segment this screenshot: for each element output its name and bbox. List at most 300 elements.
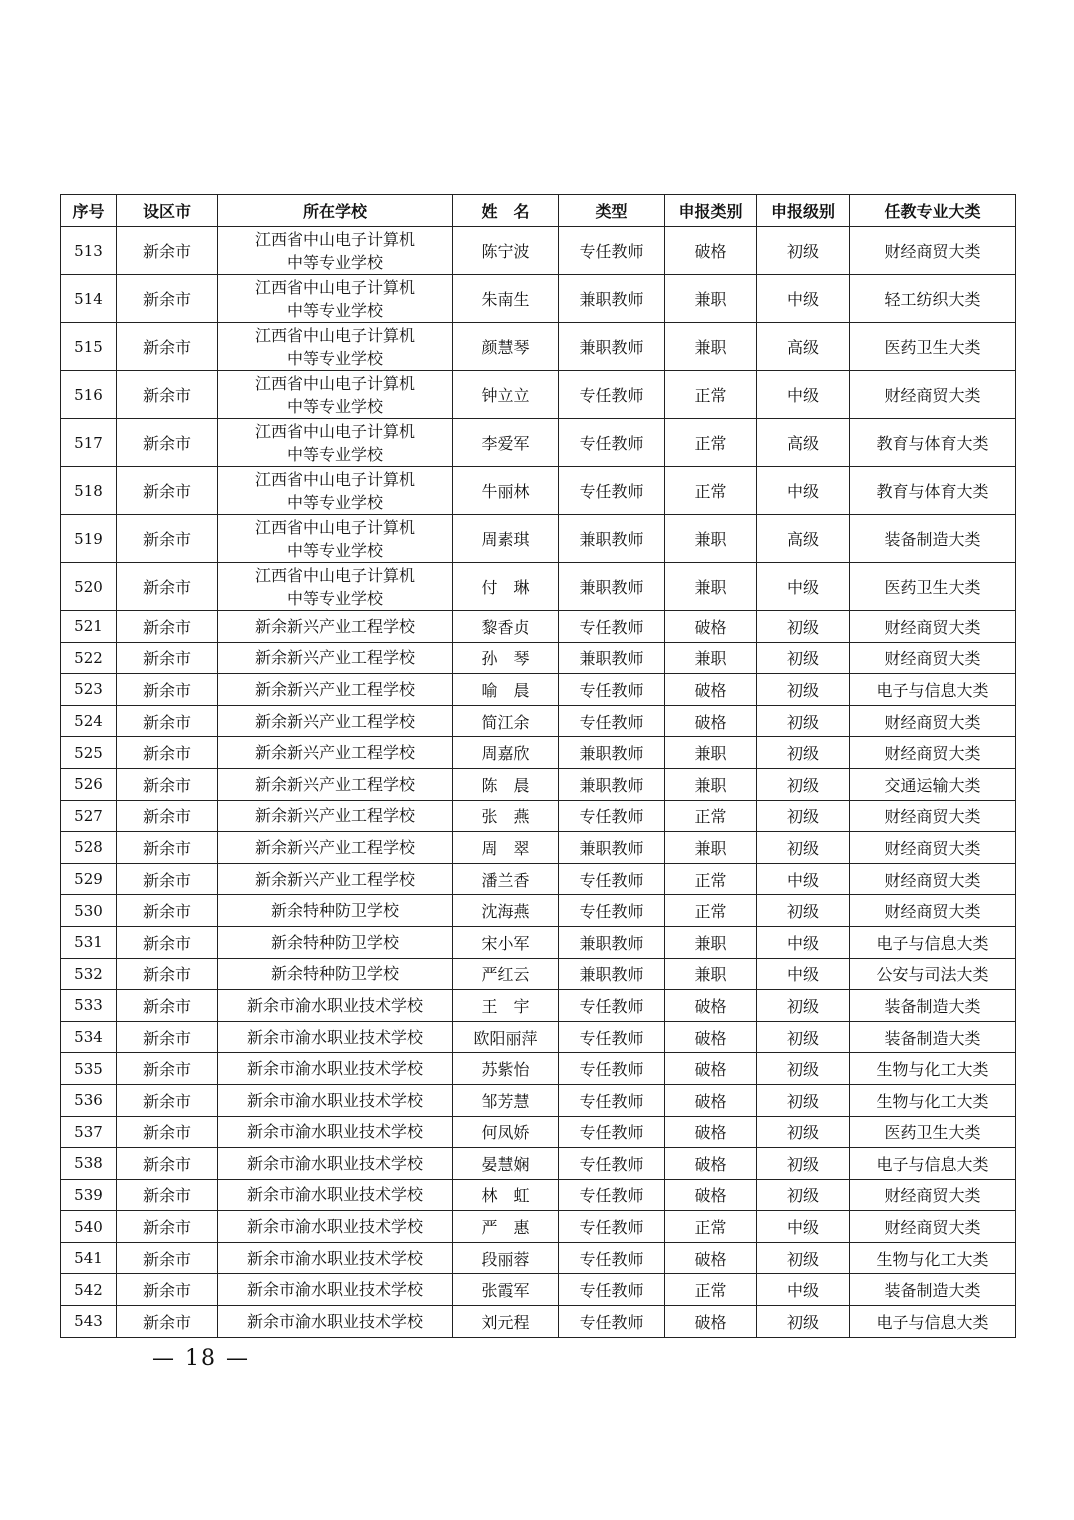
- cell-level: 高级: [757, 323, 850, 371]
- school-line: 新余新兴产业工程学校: [254, 837, 415, 857]
- cell-type: 专任教师: [559, 227, 665, 275]
- cell-no: 518: [61, 467, 117, 515]
- cell-no: 535: [61, 1053, 117, 1085]
- cell-no: 515: [61, 323, 117, 371]
- cell-school: [218, 863, 453, 895]
- cell-no: 542: [61, 1274, 117, 1306]
- cell-school: [218, 737, 453, 769]
- cell-level: 初级: [757, 674, 850, 706]
- table-row: [61, 563, 1016, 611]
- cell-type: 专任教师: [559, 1306, 665, 1338]
- cell-name: 刘元程: [453, 1306, 559, 1338]
- table-row: [61, 467, 1016, 515]
- cell-major: 轻工纺织大类: [850, 275, 1016, 323]
- cell-category: 兼职: [665, 958, 757, 990]
- cell-name: 牛丽林: [453, 467, 559, 515]
- school-line: 新余市渝水职业技术学校: [246, 1059, 423, 1079]
- cell-type: 兼职教师: [559, 768, 665, 800]
- cell-city: 新余市: [117, 323, 218, 371]
- cell-city: 新余市: [117, 1053, 218, 1085]
- cell-no: 517: [61, 419, 117, 467]
- cell-category: 正常: [665, 467, 757, 515]
- cell-name: 周 翠: [453, 832, 559, 864]
- cell-category: 正常: [665, 895, 757, 927]
- cell-no: 513: [61, 227, 117, 275]
- cell-major: 财经商贸大类: [850, 895, 1016, 927]
- cell-name: 张 燕: [453, 800, 559, 832]
- school-line: 江西省中山电子计算机: [254, 565, 415, 585]
- cell-name: 苏紫怡: [453, 1053, 559, 1085]
- cell-city: 新余市: [117, 1179, 218, 1211]
- cell-name: 黎香贞: [453, 611, 559, 643]
- table-row: [61, 1053, 1016, 1085]
- cell-type: 兼职教师: [559, 958, 665, 990]
- cell-school: [218, 1084, 453, 1116]
- cell-city: 新余市: [117, 515, 218, 563]
- cell-city: 新余市: [117, 990, 218, 1022]
- cell-no: 523: [61, 674, 117, 706]
- cell-name: 严 惠: [453, 1211, 559, 1243]
- cell-name: 简江余: [453, 705, 559, 737]
- cell-city: 新余市: [117, 611, 218, 643]
- cell-name: 付 琳: [453, 563, 559, 611]
- table-row: [61, 895, 1016, 927]
- cell-name: 喻 晨: [453, 674, 559, 706]
- cell-level: 初级: [757, 642, 850, 674]
- cell-school: [218, 515, 453, 563]
- cell-no: 521: [61, 611, 117, 643]
- cell-major: 装备制造大类: [850, 1021, 1016, 1053]
- cell-city: 新余市: [117, 1306, 218, 1338]
- cell-level: 高级: [757, 419, 850, 467]
- cell-no: 530: [61, 895, 117, 927]
- cell-school: [218, 611, 453, 643]
- cell-no: 514: [61, 275, 117, 323]
- school-line: 新余新兴产业工程学校: [254, 711, 415, 731]
- cell-school: [218, 832, 453, 864]
- table-row: [61, 611, 1016, 643]
- cell-city: 新余市: [117, 275, 218, 323]
- cell-city: 新余市: [117, 926, 218, 958]
- school-line: 新余新兴产业工程学校: [254, 679, 415, 699]
- cell-school: [218, 705, 453, 737]
- table-row: [61, 275, 1016, 323]
- cell-name: 潘兰香: [453, 863, 559, 895]
- cell-category: 破格: [665, 1084, 757, 1116]
- cell-type: 兼职教师: [559, 642, 665, 674]
- school-line: 中等专业学校: [286, 540, 383, 560]
- cell-type: 专任教师: [559, 705, 665, 737]
- cell-type: 专任教师: [559, 467, 665, 515]
- header-city: 设区市: [117, 195, 218, 227]
- cell-city: 新余市: [117, 642, 218, 674]
- school-line: 中等专业学校: [286, 444, 383, 464]
- cell-school: [218, 227, 453, 275]
- cell-name: 王 宇: [453, 990, 559, 1022]
- table-row: [61, 1211, 1016, 1243]
- table-row: [61, 926, 1016, 958]
- table-row: [61, 800, 1016, 832]
- cell-major: 医药卫生大类: [850, 563, 1016, 611]
- cell-category: 兼职: [665, 737, 757, 769]
- cell-category: 正常: [665, 1274, 757, 1306]
- cell-city: 新余市: [117, 705, 218, 737]
- school-line: 江西省中山电子计算机: [254, 325, 415, 345]
- cell-category: 兼职: [665, 926, 757, 958]
- cell-name: 宋小军: [453, 926, 559, 958]
- cell-type: 专任教师: [559, 990, 665, 1022]
- school-line: 新余市渝水职业技术学校: [246, 1248, 423, 1268]
- cell-category: 兼职: [665, 832, 757, 864]
- cell-type: 兼职教师: [559, 515, 665, 563]
- cell-major: 生物与化工大类: [850, 1242, 1016, 1274]
- table-row: [61, 1179, 1016, 1211]
- cell-no: 522: [61, 642, 117, 674]
- cell-category: 破格: [665, 1306, 757, 1338]
- cell-no: 540: [61, 1211, 117, 1243]
- cell-name: 陈宁波: [453, 227, 559, 275]
- cell-category: 破格: [665, 705, 757, 737]
- cell-no: 533: [61, 990, 117, 1022]
- cell-major: 教育与体育大类: [850, 419, 1016, 467]
- cell-no: 531: [61, 926, 117, 958]
- cell-category: 破格: [665, 1179, 757, 1211]
- table-row: [61, 768, 1016, 800]
- cell-no: 526: [61, 768, 117, 800]
- school-line: 江西省中山电子计算机: [254, 469, 415, 489]
- cell-major: 生物与化工大类: [850, 1053, 1016, 1085]
- cell-level: 初级: [757, 1148, 850, 1180]
- school-line: 新余新兴产业工程学校: [254, 806, 415, 826]
- school-line: 新余新兴产业工程学校: [254, 743, 415, 763]
- cell-level: 初级: [757, 1021, 850, 1053]
- cell-school: [218, 371, 453, 419]
- cell-category: 破格: [665, 227, 757, 275]
- teacher-table: [60, 194, 1016, 1338]
- cell-level: 初级: [757, 768, 850, 800]
- cell-type: 专任教师: [559, 895, 665, 927]
- cell-no: 520: [61, 563, 117, 611]
- cell-category: 兼职: [665, 323, 757, 371]
- cell-school: [218, 1053, 453, 1085]
- table-row: [61, 958, 1016, 990]
- cell-major: 公安与司法大类: [850, 958, 1016, 990]
- cell-type: 专任教师: [559, 1148, 665, 1180]
- cell-major: 装备制造大类: [850, 990, 1016, 1022]
- table-body: [61, 227, 1016, 1338]
- school-line: 中等专业学校: [286, 300, 383, 320]
- school-line: 中等专业学校: [286, 396, 383, 416]
- header-type: 类型: [559, 195, 665, 227]
- school-line: 新余市渝水职业技术学校: [246, 1027, 423, 1047]
- cell-city: 新余市: [117, 768, 218, 800]
- cell-major: 财经商贸大类: [850, 227, 1016, 275]
- cell-major: 医药卫生大类: [850, 323, 1016, 371]
- cell-school: [218, 990, 453, 1022]
- cell-name: 欧阳丽萍: [453, 1021, 559, 1053]
- cell-city: 新余市: [117, 227, 218, 275]
- cell-school: [218, 642, 453, 674]
- table-row: [61, 832, 1016, 864]
- table-row: [61, 371, 1016, 419]
- cell-city: 新余市: [117, 863, 218, 895]
- header-level: 申报级别: [757, 195, 850, 227]
- cell-type: 专任教师: [559, 1053, 665, 1085]
- cell-category: 正常: [665, 863, 757, 895]
- cell-type: 专任教师: [559, 371, 665, 419]
- cell-no: 538: [61, 1148, 117, 1180]
- cell-school: [218, 563, 453, 611]
- school-line: 中等专业学校: [286, 492, 383, 512]
- cell-no: 525: [61, 737, 117, 769]
- cell-city: 新余市: [117, 832, 218, 864]
- school-line: 新余市渝水职业技术学校: [246, 1090, 423, 1110]
- header-row: [61, 195, 1016, 227]
- cell-no: 537: [61, 1116, 117, 1148]
- cell-level: 初级: [757, 1179, 850, 1211]
- cell-school: [218, 1242, 453, 1274]
- cell-school: [218, 895, 453, 927]
- cell-name: 邹芳慧: [453, 1084, 559, 1116]
- table-row: [61, 1021, 1016, 1053]
- cell-major: 财经商贸大类: [850, 737, 1016, 769]
- cell-city: 新余市: [117, 895, 218, 927]
- cell-category: 兼职: [665, 642, 757, 674]
- cell-major: 财经商贸大类: [850, 863, 1016, 895]
- cell-type: 专任教师: [559, 419, 665, 467]
- cell-level: 中级: [757, 371, 850, 419]
- cell-city: 新余市: [117, 1148, 218, 1180]
- cell-school: [218, 1116, 453, 1148]
- cell-category: 正常: [665, 1211, 757, 1243]
- cell-name: 李爱军: [453, 419, 559, 467]
- cell-category: 正常: [665, 419, 757, 467]
- cell-city: 新余市: [117, 1274, 218, 1306]
- cell-major: 财经商贸大类: [850, 1211, 1016, 1243]
- cell-name: 颜慧琴: [453, 323, 559, 371]
- cell-school: [218, 674, 453, 706]
- school-line: 新余市渝水职业技术学校: [246, 1311, 423, 1331]
- cell-level: 高级: [757, 515, 850, 563]
- cell-name: 何凤娇: [453, 1116, 559, 1148]
- cell-school: [218, 1179, 453, 1211]
- cell-type: 专任教师: [559, 1179, 665, 1211]
- school-line: 新余新兴产业工程学校: [254, 774, 415, 794]
- table-row: [61, 642, 1016, 674]
- table-row: [61, 227, 1016, 275]
- cell-no: 536: [61, 1084, 117, 1116]
- cell-major: 财经商贸大类: [850, 611, 1016, 643]
- cell-type: 专任教师: [559, 1242, 665, 1274]
- cell-city: 新余市: [117, 800, 218, 832]
- cell-name: 陈 晨: [453, 768, 559, 800]
- cell-level: 中级: [757, 926, 850, 958]
- cell-type: 专任教师: [559, 863, 665, 895]
- table-row: [61, 737, 1016, 769]
- school-line: 新余新兴产业工程学校: [254, 648, 415, 668]
- cell-type: 兼职教师: [559, 737, 665, 769]
- cell-category: 破格: [665, 1021, 757, 1053]
- table-row: [61, 705, 1016, 737]
- cell-type: 专任教师: [559, 1084, 665, 1116]
- cell-school: [218, 323, 453, 371]
- school-line: 新余市渝水职业技术学校: [246, 1185, 423, 1205]
- cell-city: 新余市: [117, 1021, 218, 1053]
- school-line: 中等专业学校: [286, 252, 383, 272]
- cell-major: 电子与信息大类: [850, 1148, 1016, 1180]
- cell-category: 兼职: [665, 768, 757, 800]
- cell-major: 电子与信息大类: [850, 674, 1016, 706]
- school-line: 江西省中山电子计算机: [254, 373, 415, 393]
- cell-school: [218, 275, 453, 323]
- cell-no: 527: [61, 800, 117, 832]
- school-line: 新余新兴产业工程学校: [254, 616, 415, 636]
- cell-major: 电子与信息大类: [850, 926, 1016, 958]
- cell-no: 543: [61, 1306, 117, 1338]
- cell-level: 初级: [757, 705, 850, 737]
- cell-level: 中级: [757, 863, 850, 895]
- cell-category: 破格: [665, 1148, 757, 1180]
- cell-level: 初级: [757, 1242, 850, 1274]
- cell-major: 财经商贸大类: [850, 800, 1016, 832]
- cell-category: 破格: [665, 990, 757, 1022]
- cell-level: 中级: [757, 1274, 850, 1306]
- cell-level: 初级: [757, 990, 850, 1022]
- cell-level: 初级: [757, 1053, 850, 1085]
- cell-type: 专任教师: [559, 1274, 665, 1306]
- table-row: [61, 1084, 1016, 1116]
- school-line: 新余市渝水职业技术学校: [246, 995, 423, 1015]
- teacher-list-sheet: [60, 194, 1015, 1338]
- cell-category: 兼职: [665, 563, 757, 611]
- cell-type: 兼职教师: [559, 926, 665, 958]
- cell-type: 兼职教师: [559, 563, 665, 611]
- cell-name: 周素琪: [453, 515, 559, 563]
- cell-level: 初级: [757, 737, 850, 769]
- cell-city: 新余市: [117, 563, 218, 611]
- school-line: 中等专业学校: [286, 348, 383, 368]
- school-line: 中等专业学校: [286, 588, 383, 608]
- cell-school: [218, 926, 453, 958]
- cell-major: 财经商贸大类: [850, 1179, 1016, 1211]
- school-line: 新余特种防卫学校: [270, 964, 399, 984]
- cell-major: 生物与化工大类: [850, 1084, 1016, 1116]
- school-line: 新余市渝水职业技术学校: [246, 1280, 423, 1300]
- header-no: 序号: [61, 195, 117, 227]
- table-row: [61, 1116, 1016, 1148]
- cell-name: 朱南生: [453, 275, 559, 323]
- cell-category: 正常: [665, 371, 757, 419]
- cell-name: 严红云: [453, 958, 559, 990]
- school-line: 新余市渝水职业技术学校: [246, 1217, 423, 1237]
- cell-level: 中级: [757, 958, 850, 990]
- cell-no: 534: [61, 1021, 117, 1053]
- cell-type: 专任教师: [559, 611, 665, 643]
- cell-major: 财经商贸大类: [850, 642, 1016, 674]
- cell-major: 装备制造大类: [850, 1274, 1016, 1306]
- cell-city: 新余市: [117, 674, 218, 706]
- cell-city: 新余市: [117, 1084, 218, 1116]
- cell-major: 医药卫生大类: [850, 1116, 1016, 1148]
- table-header: [61, 195, 1016, 227]
- cell-city: 新余市: [117, 737, 218, 769]
- cell-no: 524: [61, 705, 117, 737]
- cell-school: [218, 1148, 453, 1180]
- cell-school: [218, 419, 453, 467]
- table-row: [61, 419, 1016, 467]
- cell-type: 专任教师: [559, 1021, 665, 1053]
- cell-no: 539: [61, 1179, 117, 1211]
- cell-level: 初级: [757, 227, 850, 275]
- cell-no: 528: [61, 832, 117, 864]
- cell-category: 兼职: [665, 515, 757, 563]
- cell-school: [218, 800, 453, 832]
- cell-category: 破格: [665, 611, 757, 643]
- cell-school: [218, 768, 453, 800]
- cell-major: 交通运输大类: [850, 768, 1016, 800]
- cell-school: [218, 958, 453, 990]
- cell-name: 段丽蓉: [453, 1242, 559, 1274]
- header-school: 所在学校: [218, 195, 453, 227]
- cell-type: 兼职教师: [559, 323, 665, 371]
- cell-city: 新余市: [117, 958, 218, 990]
- cell-major: 教育与体育大类: [850, 467, 1016, 515]
- cell-major: 装备制造大类: [850, 515, 1016, 563]
- cell-name: 孙 琴: [453, 642, 559, 674]
- table-row: [61, 1242, 1016, 1274]
- cell-category: 破格: [665, 1116, 757, 1148]
- cell-level: 初级: [757, 800, 850, 832]
- cell-city: 新余市: [117, 1116, 218, 1148]
- cell-no: 519: [61, 515, 117, 563]
- cell-major: 财经商贸大类: [850, 705, 1016, 737]
- page-number: — 18 —: [152, 1346, 250, 1371]
- cell-level: 中级: [757, 275, 850, 323]
- cell-level: 初级: [757, 1084, 850, 1116]
- cell-no: 541: [61, 1242, 117, 1274]
- cell-level: 初级: [757, 895, 850, 927]
- cell-no: 529: [61, 863, 117, 895]
- cell-level: 初级: [757, 1306, 850, 1338]
- school-line: 新余新兴产业工程学校: [254, 869, 415, 889]
- school-line: 江西省中山电子计算机: [254, 517, 415, 537]
- school-line: 新余特种防卫学校: [270, 932, 399, 952]
- cell-level: 中级: [757, 563, 850, 611]
- cell-school: [218, 1211, 453, 1243]
- cell-category: 正常: [665, 800, 757, 832]
- header-category: 申报类别: [665, 195, 757, 227]
- cell-type: 专任教师: [559, 800, 665, 832]
- cell-city: 新余市: [117, 419, 218, 467]
- cell-city: 新余市: [117, 371, 218, 419]
- table-row: [61, 1306, 1016, 1338]
- cell-level: 初级: [757, 832, 850, 864]
- cell-name: 沈海燕: [453, 895, 559, 927]
- table-row: [61, 674, 1016, 706]
- cell-no: 516: [61, 371, 117, 419]
- cell-major: 电子与信息大类: [850, 1306, 1016, 1338]
- header-name: 姓 名: [453, 195, 559, 227]
- school-line: 新余市渝水职业技术学校: [246, 1122, 423, 1142]
- cell-city: 新余市: [117, 1211, 218, 1243]
- cell-type: 专任教师: [559, 1116, 665, 1148]
- table-row: [61, 323, 1016, 371]
- table-row: [61, 990, 1016, 1022]
- cell-level: 初级: [757, 611, 850, 643]
- table-row: [61, 515, 1016, 563]
- cell-level: 中级: [757, 1211, 850, 1243]
- cell-type: 专任教师: [559, 1211, 665, 1243]
